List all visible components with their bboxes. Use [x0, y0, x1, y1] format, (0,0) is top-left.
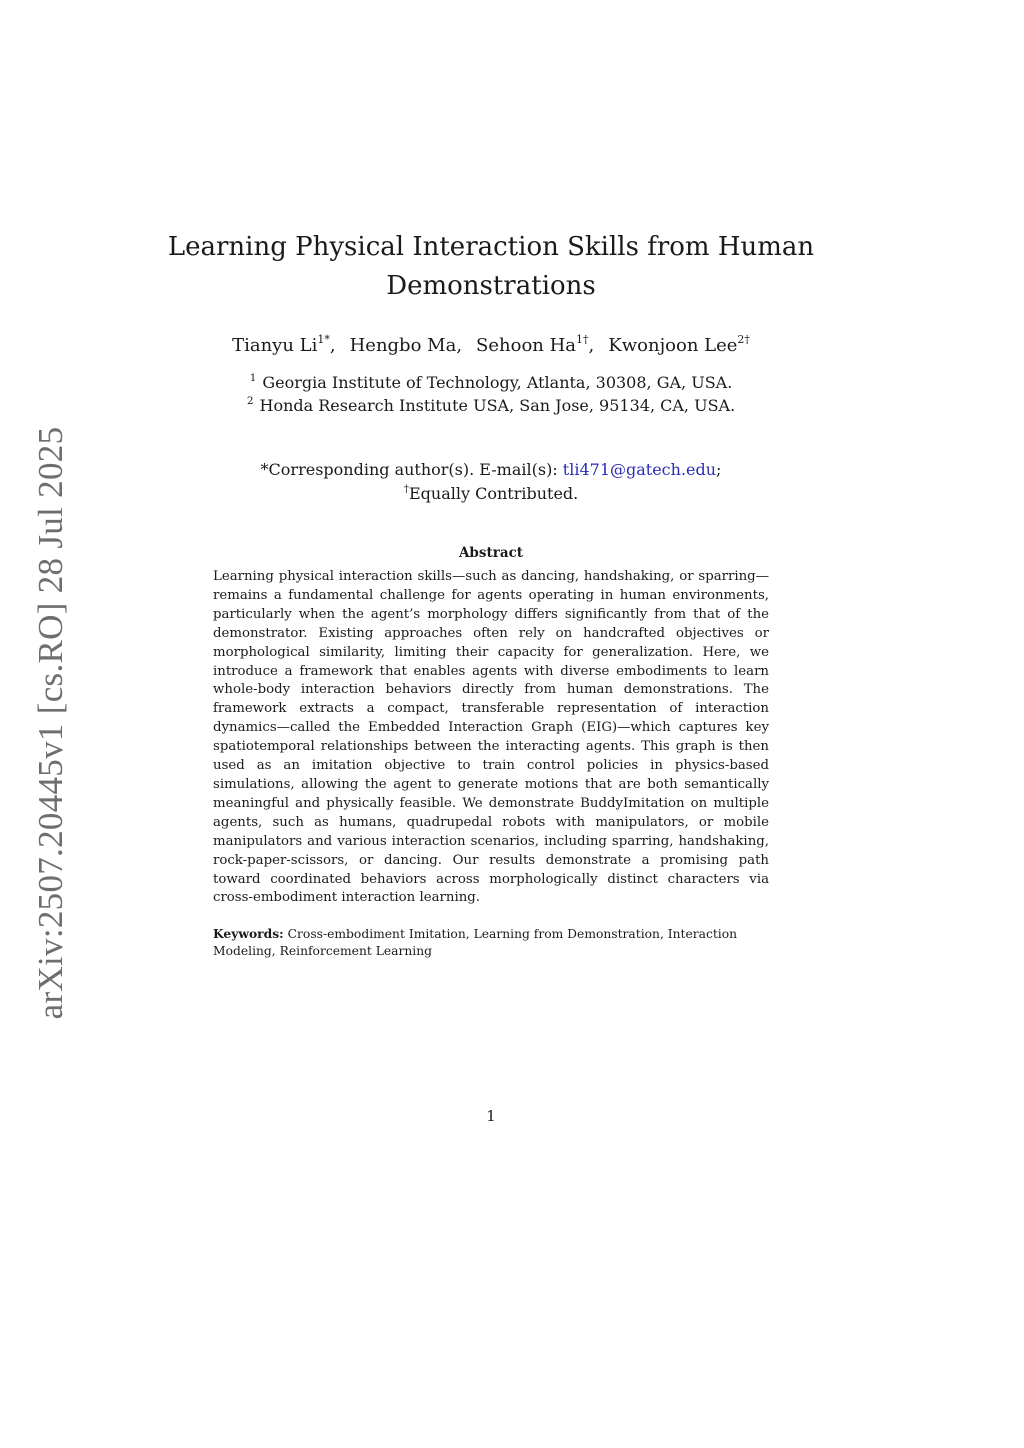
affiliation: [150, 372, 832, 395]
author-name: Hengbo Ma: [349, 335, 457, 356]
affiliation: [150, 395, 832, 418]
correspondence-note: [150, 458, 832, 505]
author: Hengbo Ma,: [349, 335, 463, 356]
corresponding-prefix: *Corresponding author(s). E-mail(s):: [260, 460, 563, 479]
affiliation-text: Honda Research Institute USA, San Jose, 95134, CA, USA.: [259, 395, 736, 415]
abstract-heading: Abstract: [458, 545, 524, 561]
author: Sehoon $Ha^{1\dagger}$,: [476, 333, 595, 356]
affiliation-number: 1: [249, 372, 257, 384]
page-number: 1: [486, 1107, 496, 1125]
equal-contribution-text: Equally Contributed.: [408, 483, 579, 503]
author-marks: 1†: [576, 333, 589, 346]
author-marks: 2†: [737, 333, 750, 346]
author-name: Sehoon Ha: [476, 335, 577, 356]
affiliation-list: [150, 372, 832, 417]
author: [608, 335, 750, 356]
arxiv-sidebar: [32, 428, 70, 1018]
author-name: Tianyu Li: [232, 335, 318, 356]
keywords-text: Cross-embodiment Imitation, Learning from Demonstration, Interaction Modeling, Reinforcement Learning: [213, 927, 738, 958]
author-list: [150, 333, 832, 359]
abstract-text: Learning physical interaction skills—such as dancing, handshaking, or sparring—remains a fundamental challenge for agents operating in human environments, particularly when the agent’s morphology differs significantly from that of the demonstrator. Existing approaches often rely on handcrafted objectives or morphological similarity, limiting their capacity for generalization. Here, we introduce a framework that enables agents with diverse embodiments to learn whole-body interaction behaviors directly from human demonstrations. The framework extracts a compact, transferable representation of interaction dynamics—called the Embedded Interaction Graph (EIG)—which captures key spatiotemporal relationships between the interacting agents. This graph is then used as an imitation objective to train control policies in physics-based simulations, allowing the agent to generate motions that are both semantically meaningful and physically feasible. We demonstrate BuddyImitation on multiple agents, such as humans, quadrupedal robots with manipulators, or mobile manipulators and various interaction scenarios, including sparring, handshaking, rock-paper-scissors, or dancing. Our results demonstrate a promising path toward coordinated behaviors across morphologically distinct characters via cross-embodiment interaction learning.: [213, 569, 769, 906]
equal-contribution-mark: †: [403, 482, 409, 495]
equal-contribution-line: [150, 482, 832, 506]
author-marks: 1*: [317, 333, 330, 346]
affiliation-text: Georgia Institute of Technology, Atlanta, 30308, GA, USA.: [262, 373, 733, 392]
keywords: [213, 926, 769, 959]
corresponding-line: [150, 458, 832, 482]
email-link[interactable]: tli471@gatech.edu: [562, 460, 717, 479]
paper-title: Learning Physical Interaction Skills from Human Demonstrations: [167, 232, 815, 301]
author-name: Kwonjoon Lee: [608, 335, 738, 356]
affiliation-number: 2: [246, 394, 254, 407]
arxiv-identifier: arXiv:2507.20445v1 [cs.RO] 28 Jul 2025: [31, 426, 70, 1020]
corresponding-suffix: ;: [716, 460, 722, 479]
keywords-label: Keywords:: [213, 926, 284, 941]
author: Tianyu $Li^{1*}$,: [232, 333, 336, 356]
